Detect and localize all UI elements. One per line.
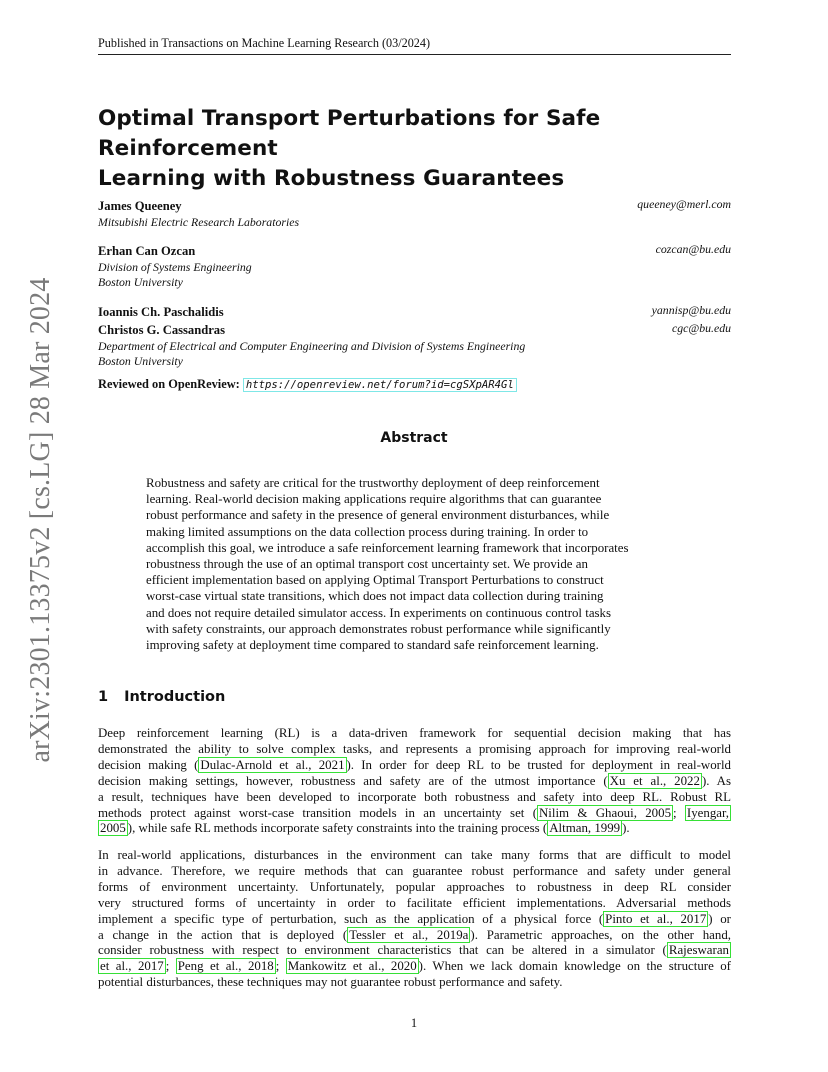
abstract-body [146,475,686,653]
paper-title [98,104,738,194]
text-span: ). [622,821,630,836]
author-email[interactable]: cgc@bu.edu [671,321,731,335]
text-span: ; [275,959,286,974]
text-span: decision making settings, however, robustness and safety are of the utmost importance ( [98,773,608,788]
text-line: Deep reinforcement learning (RL) is a data-driven framework for sequential decision making that has [98,726,731,740]
section-heading-introduction [98,689,225,705]
abstract-line: and does not require detailed simulator access. In experiments on continuous control tasks [146,605,612,620]
author-affiliation: Boston University [98,354,183,368]
text-line [98,806,731,822]
text-span: ). As [701,773,731,788]
text-line [98,821,731,837]
title-line: Learning with Robustness Guarantees [98,166,565,191]
text-line: demonstrated the ability to solve complex tasks, and represents a promising approach for improving real-world [98,741,731,756]
abstract-line: with safety constraints, our approach demonstrates robust performance while significantly [146,621,611,636]
text-span: ). Parametric approaches, on the other hand, [470,927,732,942]
author-email[interactable]: yannisp@bu.edu [651,303,731,317]
text-span: ), while safe RL methods incorporate safety constraints into the training process ( [127,821,548,836]
intro-paragraph-2 [98,848,731,991]
citation-link[interactable]: Peng et al., 2018 [177,959,274,974]
text-line: very structured forms of uncertainty in order to facilitate efficient implementations. Adversarial methods [98,895,731,910]
author-block [98,242,731,290]
openreview-label: Reviewed on OpenReview: [98,377,240,391]
author-name: Erhan Can Ozcan [98,244,196,258]
author-name: Christos G. Cassandras [98,323,226,337]
author-affiliation: Mitsubishi Electric Research Laboratories [98,215,300,229]
text-span: ). When we lack domain knowledge on the structure of [418,959,731,974]
text-line: in advance. Therefore, we require methods that can guarantee robust performance and safety under general [98,863,731,878]
text-line [98,774,731,790]
text-line [98,959,731,975]
intro-paragraph-1 [98,726,731,837]
author-name: James Queeney [98,199,182,213]
citation-link[interactable]: Iyengar, [686,805,729,820]
abstract-line: accomplish this goal, we introduce a safe reinforcement learning framework that incorporates [146,540,629,555]
abstract-line: Robustness and safety are critical for the trustworthy deployment of deep reinforcement [146,476,600,490]
text-span: implement a specific type of perturbation, such as the application of a physical force ( [98,911,604,926]
text-line: forms of environment uncertainty. Unfortunately, popular approaches to robustness in deep RL consider [98,879,731,894]
openreview-link[interactable]: https://openreview.net/forum?id=cgSXpAR4Gl [243,378,517,392]
citation-link[interactable]: Rajeswaran [668,943,729,958]
citation-link[interactable]: et al., 2017 [100,959,164,974]
journal-header: Published in Transactions on Machine Learning Research (03/2024) [98,36,731,55]
citation-link[interactable]: Pinto et al., 2017 [605,911,707,926]
citation-link[interactable]: 2005 [100,821,126,836]
abstract-line: worst-case virtual state transitions, which does not impact data collection during training [146,589,604,604]
citation-link[interactable]: Tessler et al., 2019a [349,927,469,942]
citation-link[interactable]: Altman, 1999 [549,821,621,836]
abstract-line: learning. Real-world decision making applications require algorithms that can guarantee [146,492,602,507]
citation-link[interactable]: Dulac-Arnold et al., 2021 [200,757,345,772]
citation-link[interactable]: Nilim & Ghaoui, 2005 [539,805,672,820]
openreview-line [98,377,517,392]
text-line [98,912,731,928]
author-email[interactable]: queeney@merl.com [637,197,731,211]
abstract-line: improving safety at deployment time compared to standard safe reinforcement learning. [146,638,599,653]
author-affiliation: Division of Systems Engineering [98,260,252,274]
text-line: In real-world applications, disturbances in the environment can take many forms that are difficult to model [98,848,731,862]
abstract-line: efficient implementation based on applying Optimal Transport Perturbations to construct [146,573,604,588]
text-line: a result, techniques have been developed to incorporate both robustness and safety into deep RL. Robust RL [98,789,731,804]
author-name: Ioannis Ch. Paschalidis [98,305,224,319]
section-title: Introduction [124,689,226,705]
author-block [98,303,731,369]
citation-link[interactable]: Xu et al., 2022 [609,773,700,788]
text-line [98,758,731,774]
author-block [98,197,731,230]
text-span: consider robustness with respect to environment characteristics that can be altered in a simulator ( [98,943,667,958]
abstract-line: robustness through the use of an optimal transport cost uncertainty set. We provide an [146,557,588,572]
text-span: a change in the action that is deployed ( [98,927,348,942]
citation-link[interactable]: Mankowitz et al., 2020 [287,959,417,974]
author-affiliation: Department of Electrical and Computer Engineering and Division of Systems Engineering [98,339,526,353]
text-span: decision making ( [98,757,199,772]
text-span: ; [673,805,685,820]
author-email[interactable]: cozcan@bu.edu [655,242,731,256]
arxiv-stamp: arXiv:2301.13375v2 [cs.LG] 28 Mar 2024 [25,277,56,763]
text-span: ; [165,959,176,974]
abstract-line: robust performance and safety in the presence of general environment disturbances, while [146,508,610,523]
text-span: methods protect against worst-case transition models in an uncertainty set ( [98,805,537,820]
text-line: potential disturbances, these techniques may not guarantee robust performance and safety. [98,975,563,990]
abstract-heading: Abstract [380,430,448,446]
page-number: 1 [410,1016,418,1030]
section-number: 1 [98,689,109,705]
title-line: Optimal Transport Perturbations for Safe Reinforcement [98,106,601,161]
text-span: ) or [708,911,731,926]
author-affiliation: Boston University [98,275,183,289]
text-span: ). In order for deep RL to be trusted for deployment in real-world [346,757,731,772]
abstract-line: making limited assumptions on the data collection process during training. In order to [146,524,589,539]
text-line [98,928,731,944]
text-line [98,943,731,959]
